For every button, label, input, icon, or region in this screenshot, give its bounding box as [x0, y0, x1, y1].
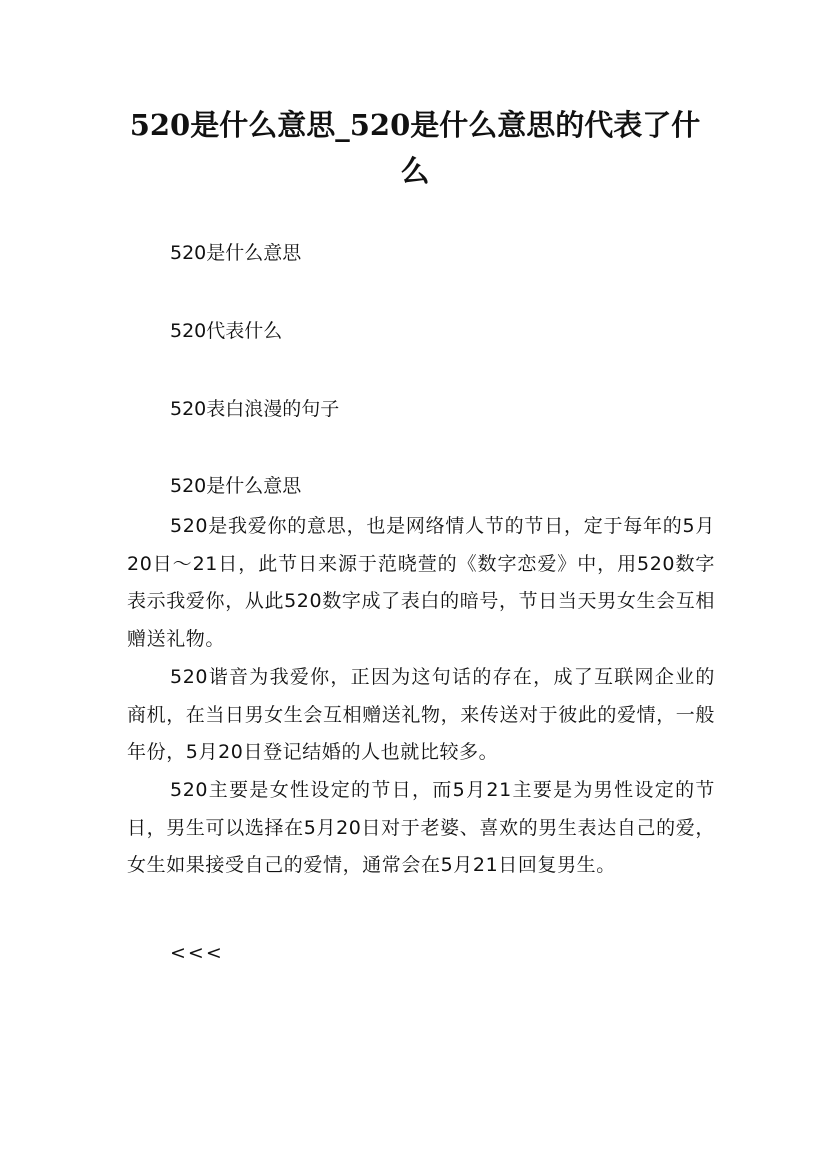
section-heading: 520是什么意思 [170, 475, 302, 497]
toc-item-represents: 520代表什么 [170, 320, 283, 342]
document-title: 520是什么意思_520是什么意思的代表了什么 [129, 108, 701, 188]
paragraph-2: 520谐音为我爱你，正因为这句话的存在，成了互联网企业的商机，在当日男女生会互相赠送礼物，来传送对于彼此的爱情，一般年份，5月20日登记结婚的人也就比较多。 [127, 666, 716, 764]
back-link[interactable]: <<< [170, 942, 224, 964]
paragraph-1: 520是我爱你的意思，也是网络情人节的节日，定于每年的5月20日～21日，此节日来源于范晓萱的《数字恋爱》中，用520数字表示我爱你，从此520数字成了表白的暗号，节日当天男女生会互相赠送礼物。 [127, 515, 715, 650]
toc-item-meaning: 520是什么意思 [170, 242, 302, 264]
toc-item-romantic-sentences: 520表白浪漫的句子 [170, 398, 340, 420]
paragraph-3: 520主要是女性设定的节日，而5月21主要是为男性设定的节日，男生可以选择在5月20日对于老婆、喜欢的男生表达自己的爱，女生如果接受自己的爱情，通常会在5月21日回复男生。 [127, 779, 715, 877]
